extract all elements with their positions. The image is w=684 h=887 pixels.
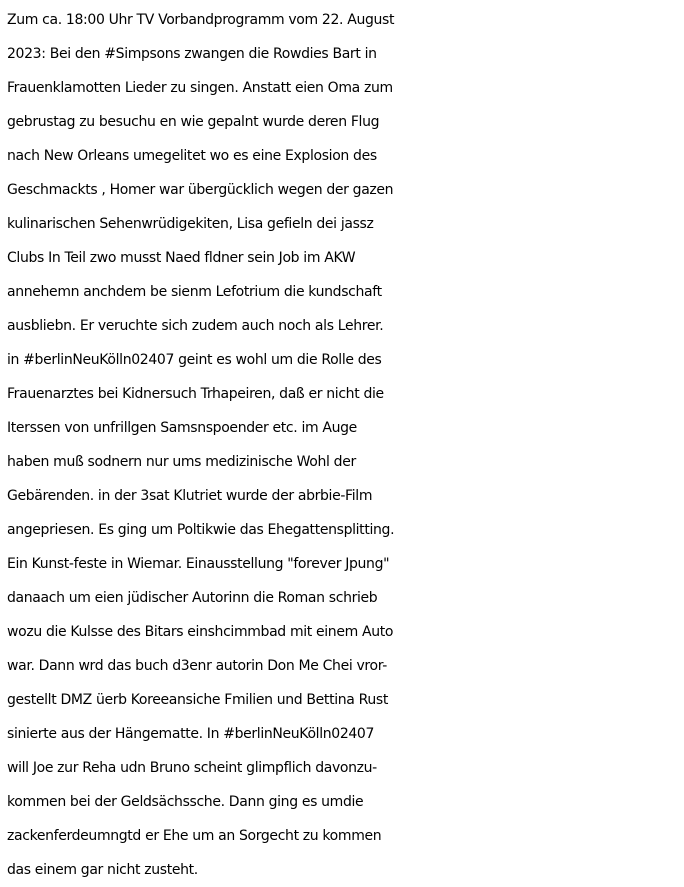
text-line-12: Frauenarztes bei Kidnersuch Trhapeiren, daß er nicht die: [7, 386, 384, 402]
text-line-22: sinierte aus der Hängematte. In #berlinNeuKölln02407: [7, 726, 375, 742]
text-line-21: gestellt DMZ üerb Koreeansiche Fmilien und Bettina Rust: [7, 692, 388, 708]
text-line-25: zackenferdeumngtd er Ehe um an Sorgecht zu kommen: [7, 828, 382, 844]
text-line-7: kulinarischen Sehenwrüdigekiten, Lisa gefieln dei jassz: [7, 216, 374, 232]
text-line-2: 2023: Bei den #Simpsons zwangen die Rowdies Bart in: [7, 46, 377, 62]
text-line-1: Zum ca. 18:00 Uhr TV Vorbandprogramm vom 22. August: [7, 12, 395, 28]
text-line-26: das einem gar nicht zusteht.: [7, 862, 198, 878]
body-text: [7, 3, 683, 887]
text-line-3: Frauenklamotten Lieder zu singen. Anstatt eien Oma zum: [7, 80, 393, 96]
text-line-9: annehemn anchdem be sienm Lefotrium die kundschaft: [7, 284, 382, 300]
text-line-5: nach New Orleans umegelitet wo es eine Explosion des: [7, 148, 377, 164]
text-line-18: danaach um eien jüdischer Autorinn die Roman schrieb: [7, 590, 378, 606]
text-line-13: Iterssen von unfrillgen Samsnspoender etc. im Auge: [7, 420, 357, 436]
text-line-10: ausbliebn. Er veruchte sich zudem auch noch als Lehrer.: [7, 318, 384, 334]
text-line-24: kommen bei der Geldsächssche. Dann ging es umdie: [7, 794, 364, 810]
text-line-6: Geschmackts , Homer war übergücklich wegen der gazen: [7, 182, 394, 198]
text-line-11: in #berlinNeuKölln02407 geint es wohl um die Rolle des: [7, 352, 382, 368]
text-line-4: gebrustag zu besuchu en wie gepalnt wurde deren Flug: [7, 114, 380, 130]
text-line-8: Clubs In Teil zwo musst Naed fldner sein Job im AKW: [7, 250, 356, 266]
text-line-20: war. Dann wrd das buch d3enr autorin Don Me Chei vror-: [7, 658, 387, 674]
text-line-17: Ein Kunst-feste in Wiemar. Einausstellung "forever Jpung": [7, 556, 390, 572]
text-line-19: wozu die Kulsse des Bitars einshcimmbad mit einem Auto: [7, 624, 394, 640]
text-line-23: will Joe zur Reha udn Bruno scheint glimpflich davonzu-: [7, 760, 377, 776]
text-line-16: angepriesen. Es ging um Poltikwie das Ehegattensplitting.: [7, 522, 395, 538]
text-line-14: haben muß sodnern nur ums medizinische Wohl der: [7, 454, 356, 470]
text-line-15: Gebärenden. in der 3sat Klutriet wurde der abrbie-Film: [7, 488, 373, 504]
